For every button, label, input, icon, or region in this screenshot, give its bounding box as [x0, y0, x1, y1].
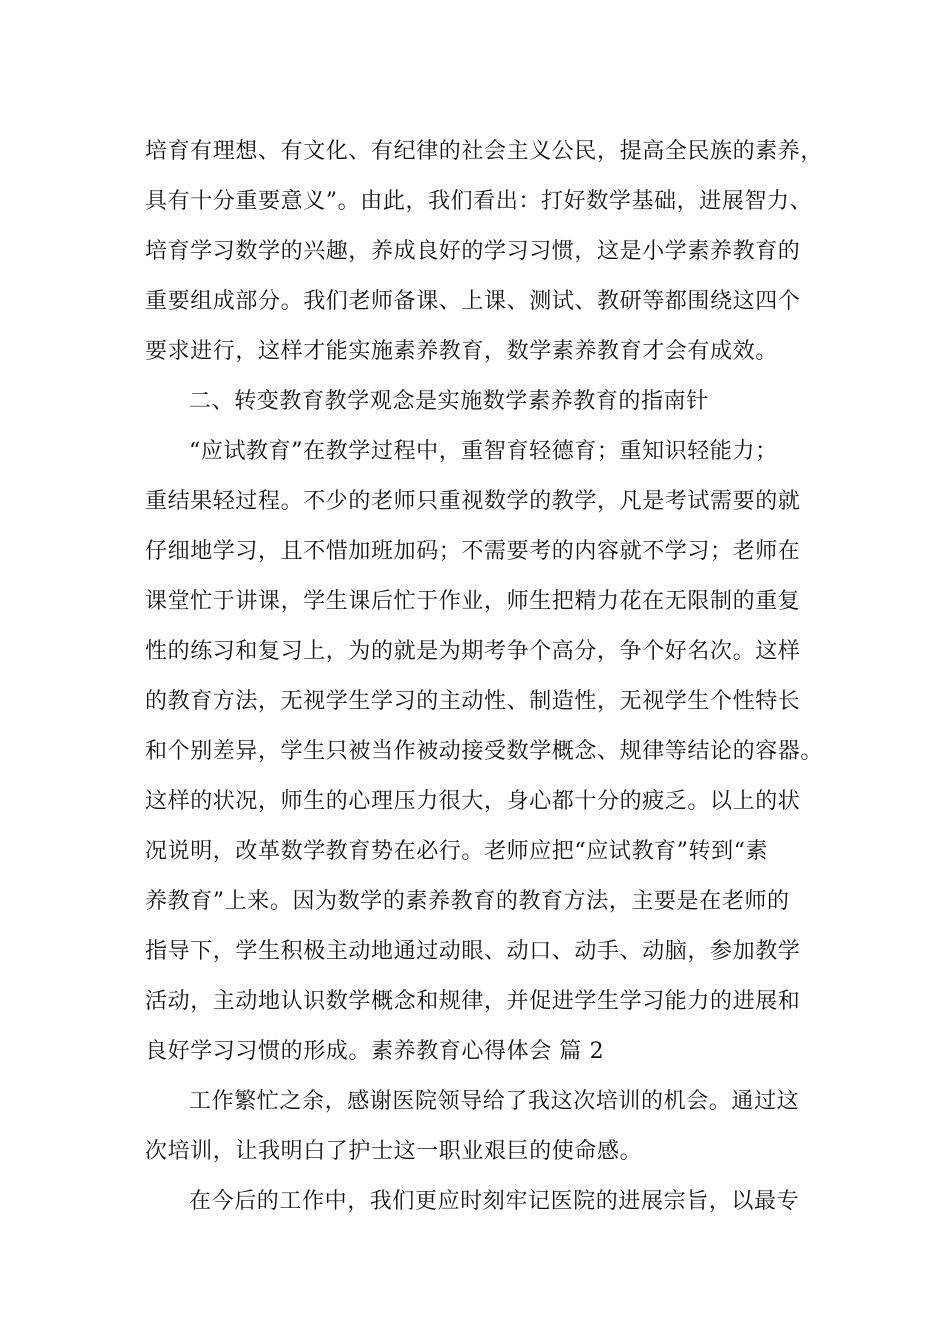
text-line: 课堂忙于讲课，学生课后忙于作业，师生把精力花在无限制的重复 [145, 589, 801, 614]
text-line: 这样的状况，师生的心理压力很大，身心都十分的疲乏。以上的状 [145, 789, 801, 814]
text-line: 重要组成部分。我们老师备课、上课、测试、教研等都围绕这四个 [145, 289, 801, 314]
text-line: 具有十分重要意义”。由此，我们看出：打好数学基础，进展智力、 [145, 189, 813, 214]
text-line: 良好学习习惯的形成。素养教育心得体会 篇 2 [145, 1039, 605, 1064]
text-line: 和个别差异，学生只被当作被动接受数学概念、规律等结论的容器。 [145, 739, 824, 764]
text-line: 仔细地学习，且不惜加班加码；不需要考的内容就不学习；老师在 [145, 539, 801, 564]
text-line: 况说明，改革数学教育势在必行。老师应把“应试教育”转到“素 [145, 839, 769, 864]
text-line: 工作繁忙之余，感谢医院领导给了我这次培训的机会。通过这 [189, 1089, 800, 1114]
text-line: 培育有理想、有文化、有纪律的社会主义公民，提高全民族的素养， [145, 139, 824, 164]
text-line: 次培训，让我明白了护士这一职业艰巨的使命感。 [145, 1139, 643, 1164]
text-line: 活动，主动地认识数学概念和规律，并促进学生学习能力的进展和 [145, 989, 801, 1014]
text-line: 重结果轻过程。不少的老师只重视数学的教学，凡是考试需要的就 [145, 489, 801, 514]
text-line: 指导下，学生积极主动地通过动眼、动口、动手、动脑，参加教学 [145, 939, 801, 964]
text-line: 在今后的工作中，我们更应时刻牢记医院的进展宗旨，以最专 [189, 1189, 800, 1214]
section-heading: 二、转变教育教学观念是实施数学素养教育的指南针 [189, 389, 709, 414]
text-line: 的教育方法，无视学生学习的主动性、制造性，无视学生个性特长 [145, 689, 801, 714]
text-line: 培育学习数学的兴趣，养成良好的学习习惯，这是小学素养教育的 [145, 239, 801, 264]
text-line: 性的练习和复习上，为的就是为期考争个高分，争个好名次。这样 [145, 639, 801, 664]
text-line: 要求进行，这样才能实施素养教育，数学素养教育才会有成效。 [145, 339, 778, 364]
text-line: “应试教育”在教学过程中，重智育轻德育；重知识轻能力； [189, 439, 778, 464]
text-line: 养教育”上来。因为数学的素养教育的教育方法，主要是在老师的 [145, 889, 790, 914]
